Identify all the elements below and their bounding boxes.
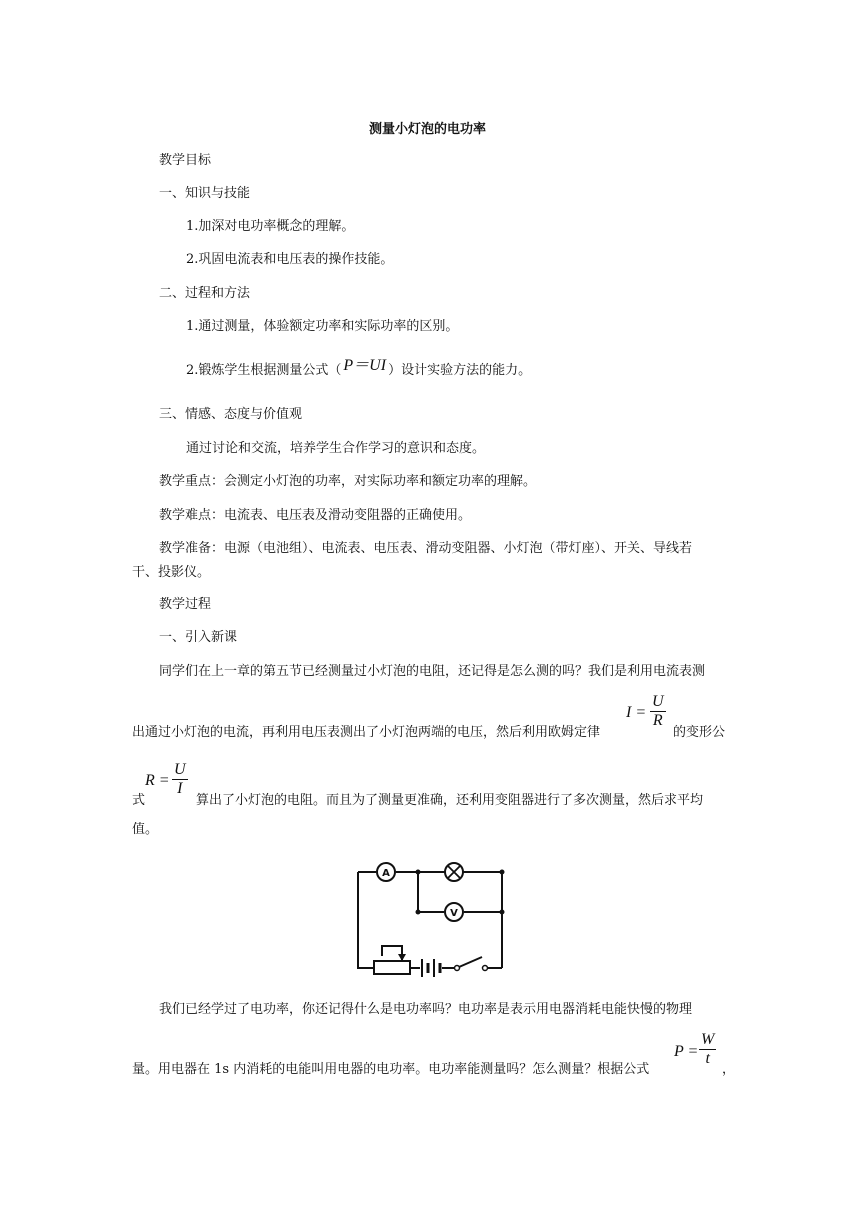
power-formula-fraction — [699, 1031, 716, 1068]
power-formula-lhs: P = — [674, 1043, 699, 1060]
circuit-diagram — [352, 860, 512, 978]
paragraph1-line3-pre: 式 — [132, 793, 146, 808]
junction-dot — [500, 870, 505, 875]
ohm-law-fraction — [650, 693, 666, 730]
paragraph1-line4: 值。 — [132, 822, 159, 837]
section2-item1: 1.通过测量，体验额定功率和实际功率的区别。 — [186, 319, 459, 334]
ohm-law-lhs: I = — [626, 704, 647, 721]
ammeter-label: A — [382, 868, 390, 879]
section2-item2-pre: 2.锻炼学生根据测量公式（ — [186, 363, 342, 378]
paragraph2-line1: 我们已经学过了电功率，你还记得什么是电功率吗？电功率是表示用电器消耗电能快慢的物理 — [159, 1002, 693, 1017]
resistance-formula-lhs: R = — [145, 772, 170, 789]
intro-heading: 一、引入新课 — [159, 630, 238, 645]
paragraph2-line2: 量。用电器在 1s 内消耗的电能叫用电器的电功率。电功率能测量吗？怎么测量？根据公式 — [132, 1062, 650, 1077]
process-heading: 教学过程 — [159, 597, 212, 612]
paragraph2-tail: ， — [722, 1062, 736, 1077]
ohm-law-denominator: R — [652, 712, 663, 729]
section1-heading: 一、知识与技能 — [159, 186, 251, 201]
ammeter-icon — [377, 863, 395, 881]
goals-heading: 教学目标 — [159, 153, 212, 168]
circuit-wire-outer — [358, 872, 502, 968]
junction-dot — [500, 910, 505, 915]
section1-item2: 2.巩固电流表和电压表的操作技能。 — [186, 252, 394, 267]
section2-heading: 二、过程和方法 — [159, 286, 251, 301]
power-formula-denominator: t — [705, 1050, 710, 1067]
preparation-line1: 教学准备：电源（电池组）、电流表、电压表、滑动变阻器、小灯泡（带灯座）、开关、导线若 — [159, 541, 693, 556]
section1-item1: 1.加深对电功率概念的理解。 — [186, 219, 355, 234]
junction-dot — [416, 910, 421, 915]
paragraph1-line1: 同学们在上一章的第五节已经测量过小灯泡的电阻，还记得是怎么测的吗？我们是利用电流表测 — [159, 664, 706, 679]
paragraph1-line2-pre: 出通过小灯泡的电流，再利用电压表测出了小灯泡两端的电压，然后利用欧姆定律 — [132, 725, 601, 740]
voltmeter-label: V — [450, 908, 458, 919]
resistance-formula-denominator: I — [177, 780, 183, 797]
voltmeter-icon — [445, 903, 463, 921]
doc-title: 测量小灯泡的电功率 — [369, 122, 487, 137]
switch-icon — [455, 957, 503, 971]
resistance-formula-numerator: U — [174, 761, 186, 778]
key-point: 教学重点：会测定小灯泡的功率，对实际功率和额定功率的理解。 — [159, 474, 537, 489]
junction-dot — [416, 870, 421, 875]
paragraph1-line2-post: 的变形公 — [673, 725, 726, 740]
difficulty: 教学难点：电流表、电压表及滑动变阻器的正确使用。 — [159, 508, 472, 523]
section3-heading: 三、情感、态度与价值观 — [159, 407, 303, 422]
ohm-law-numerator: U — [652, 693, 664, 710]
rheostat-icon — [374, 946, 410, 974]
resistance-formula-fraction — [172, 761, 188, 798]
lamp-icon — [445, 863, 463, 881]
battery-icon — [422, 959, 440, 977]
paragraph1-line3-post: 算出了小灯泡的电阻。而且为了测量更准确，还利用变阻器进行了多次测量，然后求平均 — [196, 793, 704, 808]
section2-item2-post: ）设计实验方法的能力。 — [388, 363, 532, 378]
power-formula-numerator: W — [701, 1031, 715, 1048]
section3-text: 通过讨论和交流，培养学生合作学习的意识和态度。 — [186, 441, 486, 456]
section2-item2 — [186, 357, 532, 379]
preparation-line2: 干、投影仪。 — [132, 565, 211, 580]
power-formula-pui: P＝UI — [343, 357, 387, 374]
